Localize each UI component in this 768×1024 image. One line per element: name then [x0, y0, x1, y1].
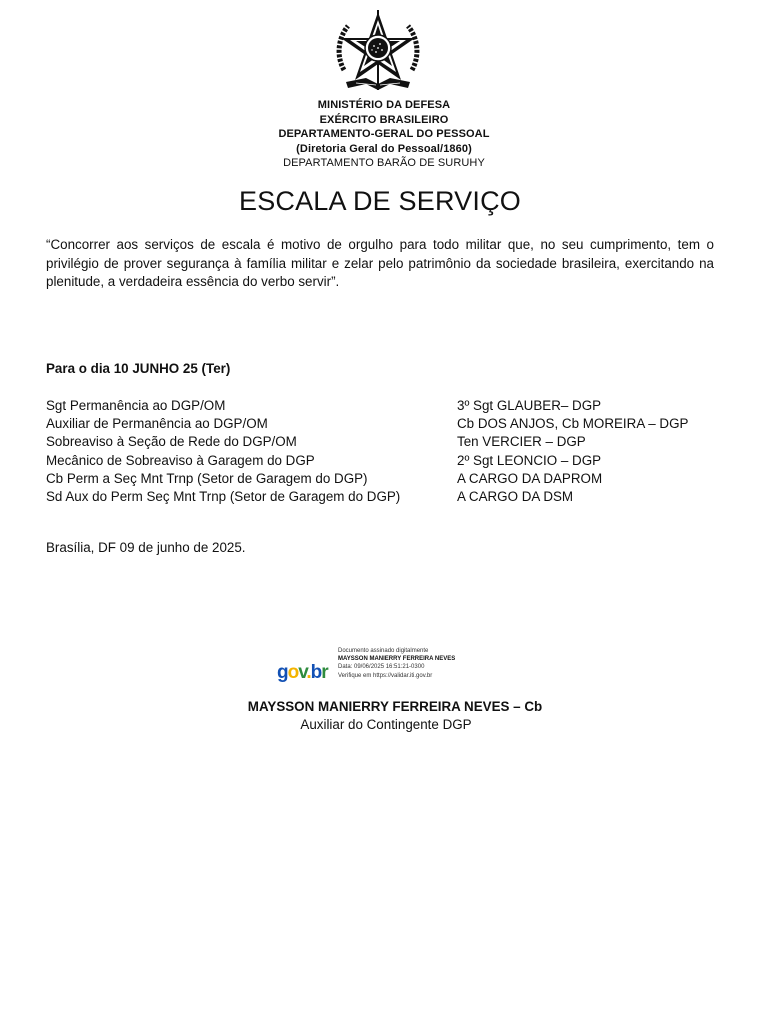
- header-line-ministry: MINISTÉRIO DA DEFESA: [317, 99, 451, 111]
- roster-row: [46, 470, 726, 488]
- roster-person: A CARGO DA DAPROM: [457, 470, 603, 486]
- roster-person: 3º Sgt GLAUBER– DGP: [457, 398, 602, 413]
- digital-signature-stamp: [276, 647, 476, 693]
- signature-verify-link: Verifique em https://validar.iti.gov.br: [338, 672, 433, 679]
- roster-person: Cb DOS ANJOS, Cb MOREIRA – DGP: [457, 416, 689, 432]
- roster-row: [46, 452, 726, 470]
- roster-duty: Sgt Permanência ao DGP/OM: [46, 398, 226, 413]
- roster-duty: Sd Aux do Perm Seç Mnt Trnp (Setor de Garagem do DGP): [46, 488, 401, 504]
- place-and-date: Brasília, DF 09 de junho de 2025.: [46, 540, 246, 555]
- duty-roster: [46, 397, 726, 506]
- roster-row: [46, 433, 726, 451]
- roster-person: A CARGO DA DSM: [457, 488, 574, 504]
- header-line-department: DEPARTAMENTO-GERAL DO PESSOAL: [278, 128, 490, 140]
- signature-date: Data: 09/06/2025 16:51:21-0300: [338, 664, 425, 671]
- roster-row: [46, 397, 726, 415]
- signature-name: MAYSSON MANIERRY FERREIRA NEVES: [338, 656, 456, 663]
- coat-of-arms-emblem: [326, 8, 430, 96]
- roster-duty: Auxiliar de Permanência ao DGP/OM: [46, 416, 268, 432]
- roster-duty: Mecânico de Sobreaviso à Garagem do DGP: [46, 452, 315, 468]
- header-line-directorate: (Diretoria Geral do Pessoal/1860): [296, 142, 472, 155]
- document-header: [0, 98, 768, 171]
- svg-text:gov.br: gov.br: [277, 662, 328, 683]
- roster-row: [46, 488, 726, 506]
- header-line-baron: DEPARTAMENTO BARÃO DE SURUHY: [283, 157, 485, 169]
- signature-caption: Documento assinado digitalmente: [338, 648, 429, 654]
- header-line-army: EXÉRCITO BRASILEIRO: [319, 113, 449, 126]
- govbr-logo-icon: [276, 657, 336, 685]
- roster-person: 2º Sgt LEONCIO – DGP: [457, 452, 602, 468]
- service-date-line: Para o dia 10 JUNHO 25 (Ter): [46, 361, 231, 376]
- signature-details: [338, 647, 455, 680]
- roster-person: Ten VERCIER – DGP: [457, 434, 586, 450]
- roster-row: [46, 415, 726, 433]
- roster-duty: Sobreaviso à Seção de Rede do DGP/OM: [46, 434, 297, 450]
- roster-duty: Cb Perm a Seç Mnt Trnp (Setor de Garagem do DGP): [46, 470, 368, 486]
- quote-paragraph: “Concorrer aos serviços de escala é motivo de orgulho para todo militar que, no seu cumprimento, tem o privilégio de prover segurança à família militar e zelar pelo patrimônio da sociedade brasileira, exercitando na plenitude, a verdadeira essência do verbo servir”.: [46, 237, 714, 289]
- signer-role: Auxiliar do Contingente DGP: [300, 717, 472, 732]
- signer-name: MAYSSON MANIERRY FERREIRA NEVES – Cb: [247, 699, 543, 714]
- document-title: ESCALA DE SERVIÇO: [238, 186, 521, 216]
